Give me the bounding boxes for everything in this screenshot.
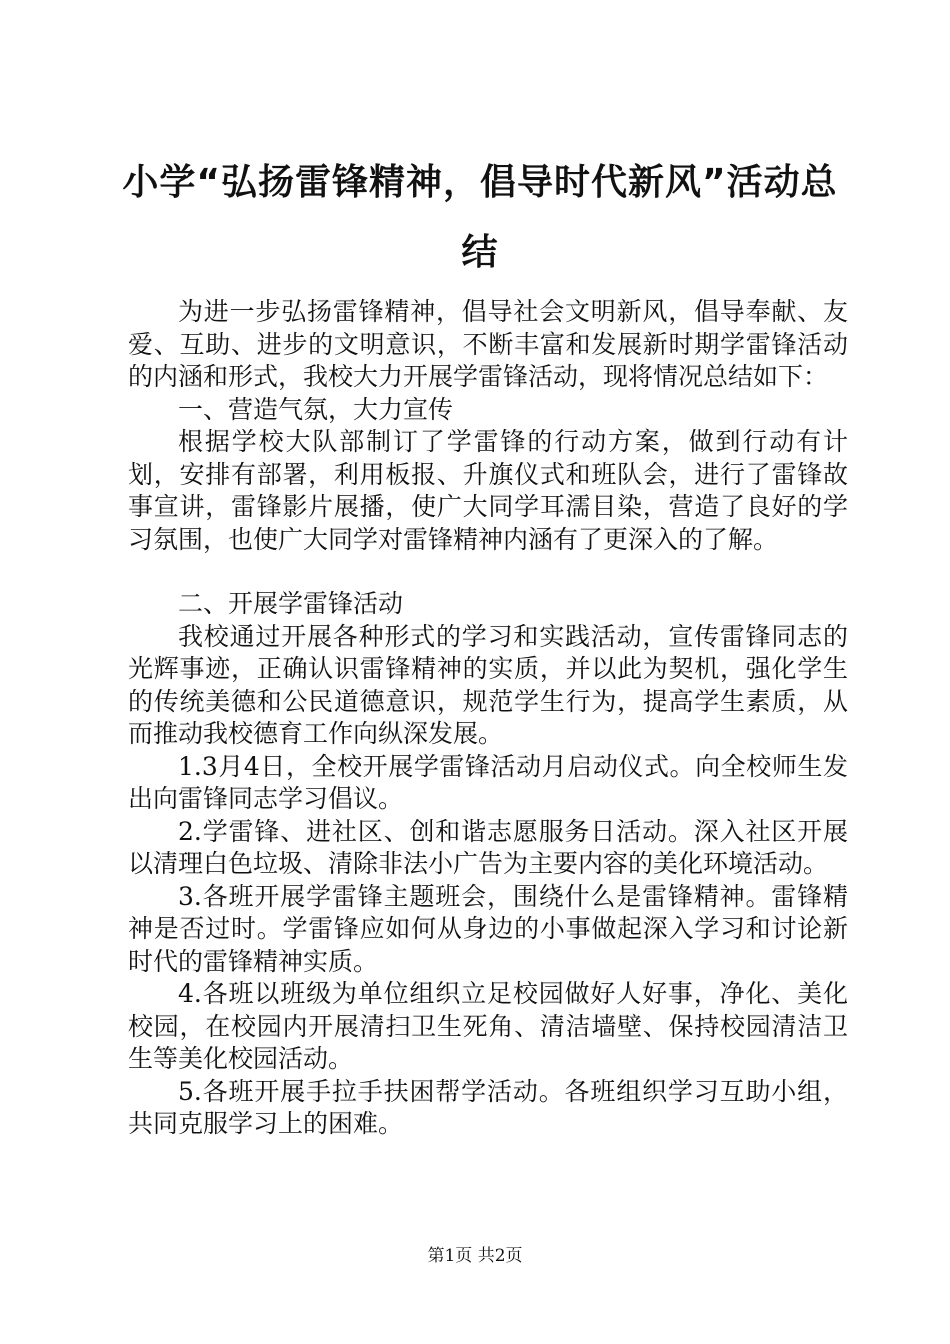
section-heading-1: 一、营造气氛，大力宣传 bbox=[178, 394, 454, 424]
document-title: 小学“弘扬雷锋精神，倡导时代新风”活动总结 bbox=[122, 162, 838, 273]
section-heading-2: 二、开展学雷锋活动 bbox=[178, 589, 404, 618]
activity-item-3: 3.各班开展学雷锋主题班会，围绕什么是雷锋精神。雷锋精神是否过时。学雷锋应如何从身边的小事做起深入学习和讨论新时代的雷锋精神实质。 bbox=[128, 881, 848, 976]
activity-item-1: 1.3月4日，全校开展学雷锋活动月启动仪式。向全校师生发出向雷锋同志学习倡议。 bbox=[128, 751, 848, 813]
activity-item-2: 2.学雷锋、进社区、创和谐志愿服务日活动。深入社区开展以清理白色垃圾、清除非法小广告为主要内容的美化环境活动。 bbox=[128, 816, 848, 878]
page-number-footer: 第1页 共2页 bbox=[427, 1246, 523, 1266]
intro-paragraph: 为进一步弘扬雷锋精神，倡导社会文明新风，倡导奉献、友爱、互助、进步的文明意识，不断丰富和发展新时期学雷锋活动的内涵和形式，我校大力开展学雷锋活动，现将情况总结如下： bbox=[128, 297, 848, 391]
activity-item-4: 4.各班以班级为单位组织立足校园做好人好事，净化、美化校园，在校园内开展清扫卫生死角、清洁墙壁、保持校园清洁卫生等美化校园活动。 bbox=[128, 979, 848, 1073]
document-body bbox=[128, 296, 848, 1141]
activity-item-5: 5.各班开展手拉手扶困帮学活动。各班组织学习互助小组，共同克服学习上的困难。 bbox=[128, 1076, 848, 1138]
section-1-paragraph: 根据学校大队部制订了学雷锋的行动方案，做到行动有计划，安排有部署，利用板报、升旗仪式和班队会，进行了雷锋故事宣讲，雷锋影片展播，使广大同学耳濡目染，营造了良好的学习氛围，也使广大同学对雷锋精神内涵有了更深入的了解。 bbox=[128, 427, 848, 554]
section-2-paragraph: 我校通过开展各种形式的学习和实践活动，宣传雷锋同志的光辉事迹，正确认识雷锋精神的实质，并以此为契机，强化学生的传统美德和公民道德意识，规范学生行为，提高学生素质，从而推动我校德育工作向纵深发展。 bbox=[128, 621, 848, 748]
